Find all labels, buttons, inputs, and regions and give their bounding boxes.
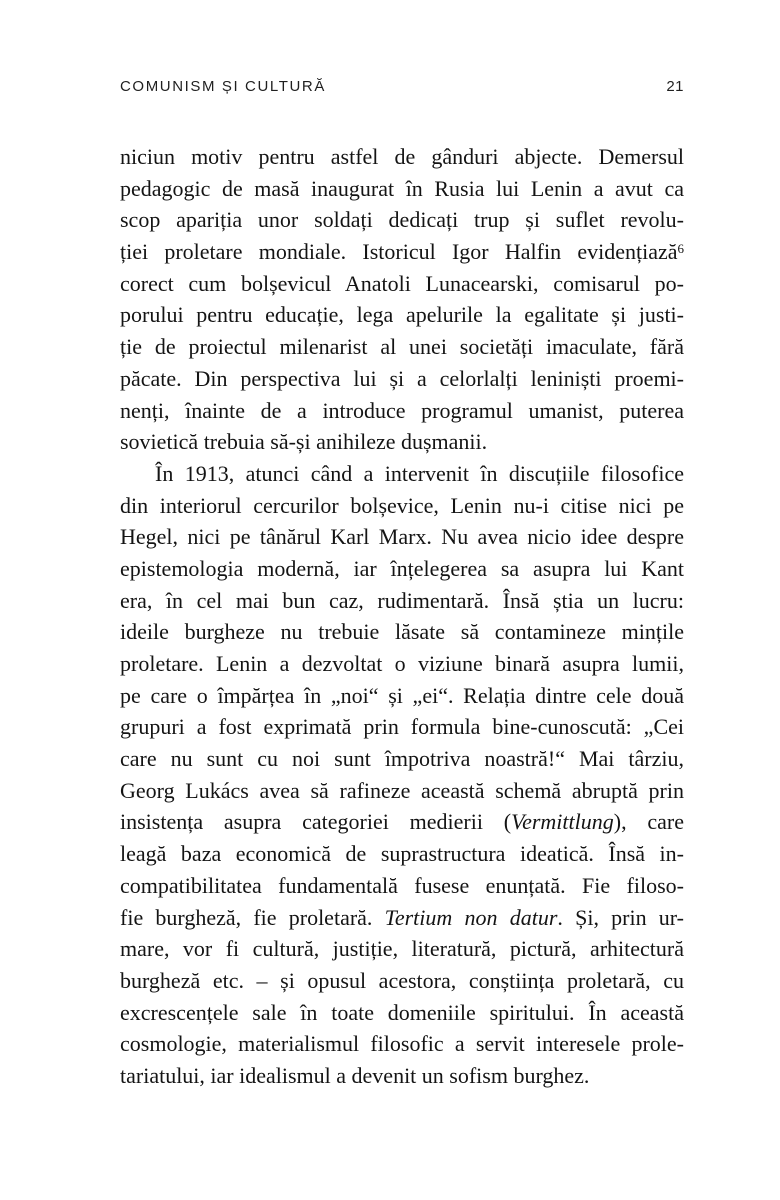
text-line: [120, 680, 684, 712]
text-segment: . Și, prin ur-: [557, 904, 685, 930]
text-line: [120, 775, 684, 807]
line-content: [120, 1000, 684, 1025]
page-number: 21: [666, 78, 684, 95]
text-line: [120, 711, 684, 743]
line-content: [120, 905, 684, 930]
text-segment: burgheză etc. – și opusul acestora, conștiința proletară, cu: [120, 967, 684, 993]
line-content: [120, 334, 684, 359]
line-content: [120, 398, 684, 423]
line-content: [120, 968, 684, 993]
line-content: [120, 207, 684, 232]
line-content: [120, 429, 487, 454]
text-line: [120, 616, 684, 648]
line-content: [120, 714, 684, 739]
text-line: [120, 1028, 684, 1060]
line-content: [120, 493, 684, 518]
text-line: [120, 173, 684, 205]
text-segment: care nu sunt cu noi sunt împotriva noastră!“ Mai târziu,: [120, 746, 684, 772]
text-segment: din interiorul cercurilor bolșevice, Lenin nu-i citise nici pe: [120, 492, 684, 518]
text-segment: niciun motiv pentru astfel de gânduri abjecte. Demersul: [120, 144, 684, 169]
line-content: [120, 239, 684, 264]
text-segment: mare, vor fi cultură, justiție, literatură, pictură, arhitectură: [120, 936, 684, 962]
line-content: [120, 1063, 589, 1088]
line-content: [120, 302, 684, 327]
text-segment: sovietică trebuia să-și anihileze dușmanii.: [120, 429, 488, 455]
text-line: [120, 933, 684, 965]
text-segment: insistența asupra categoriei medierii (: [120, 809, 512, 835]
footnote-reference: 6: [677, 241, 684, 257]
text-segment: compatibilitatea fundamentală fusese enunțată. Fie filoso-: [120, 872, 684, 898]
line-content: [120, 144, 684, 169]
text-line: [120, 299, 684, 331]
italic-phrase: Vermittlung: [511, 809, 614, 835]
running-header-title: COMUNISM ȘI CULTURĂ: [120, 78, 326, 95]
text-segment: excrescențele sale în toate domeniile spiritului. În această: [120, 999, 684, 1025]
text-segment: păcate. Din perspectiva lui și a celorlalți leniniști proemi-: [120, 365, 684, 391]
line-content: [120, 588, 684, 613]
text-segment: proletare. Lenin a dezvoltat o viziune binară asupra lumii,: [120, 651, 684, 676]
text-line: [120, 997, 684, 1029]
text-line: [120, 965, 684, 997]
text-line: [120, 331, 684, 363]
line-content: [120, 809, 684, 834]
text-line: [120, 806, 684, 838]
line-content: [120, 176, 684, 201]
text-line: [120, 490, 684, 522]
text-segment: corect cum bolșevicul Anatoli Lunacearski, comisarul po-: [120, 270, 684, 296]
text-line: [120, 838, 684, 870]
line-content: [155, 461, 684, 486]
text-line: [120, 743, 684, 775]
text-segment: pedagogic de masă inaugurat în Rusia lui Lenin a avut ca: [120, 175, 684, 201]
running-header: [120, 78, 684, 95]
line-content: [120, 524, 684, 549]
text-segment: epistemologia modernă, iar înțelegerea sa asupra lui Kant: [120, 555, 684, 581]
line-content: [120, 746, 684, 771]
text-segment: nenți, înainte de a introduce programul umanist, puterea: [120, 397, 684, 423]
line-content: [120, 841, 684, 866]
text-segment: ție de proiectul milenarist al unei societăți imaculate, fără: [120, 334, 684, 360]
text-segment: Hegel, nici pe tânărul Karl Marx. Nu avea nicio idee despre: [120, 524, 684, 550]
text-segment: era, în cel mai bun caz, rudimentară. Însă știa un lucru:: [120, 587, 684, 613]
text-line: [120, 268, 684, 300]
text-line: [120, 236, 684, 268]
line-content: [120, 556, 684, 581]
text-segment: grupuri a fost exprimată prin formula bine-cunoscută: „Cei: [120, 714, 684, 740]
text-segment: fie burgheză, fie proletară.: [120, 904, 385, 930]
text-line: [120, 553, 684, 585]
line-content: [120, 1031, 684, 1056]
text-line: [120, 1060, 684, 1092]
text-line: [120, 426, 684, 458]
text-segment: tariatului, iar idealismul a devenit un sofism burghez.: [120, 1062, 590, 1088]
line-content: [120, 683, 684, 708]
text-segment: ), care: [613, 809, 684, 835]
text-segment: scop apariția unor soldați dedicați trup și suflet revolu-: [120, 207, 684, 233]
text-line: [120, 870, 684, 902]
text-line: [120, 902, 684, 934]
text-segment: ideile burgheze nu trebuie lăsate să contamineze mințile: [120, 619, 684, 645]
text-line: [120, 585, 684, 617]
page-body-text: [120, 141, 684, 1092]
text-segment: leagă baza economică de suprastructura ideatică. Însă in-: [120, 841, 684, 867]
text-line: [120, 648, 684, 680]
text-segment: cosmologie, materialismul filosofic a servit interesele prole-: [120, 1031, 684, 1057]
text-line: [120, 141, 684, 173]
text-segment: Georg Lukács avea să rafineze această schemă abruptă prin: [120, 777, 684, 803]
line-content: [120, 651, 684, 676]
line-content: [120, 366, 684, 391]
text-line: [120, 204, 684, 236]
line-content: [120, 778, 684, 803]
text-segment: pe care o împărțea în „noi“ și „ei“. Relația dintre cele două: [120, 682, 684, 708]
italic-phrase: Tertium non datur: [384, 904, 558, 930]
text-line: [120, 363, 684, 395]
line-content: [120, 936, 684, 961]
text-segment: În 1913, atunci când a intervenit în discuțiile filosofice: [155, 460, 684, 486]
line-content: [120, 619, 684, 644]
line-content: [120, 873, 684, 898]
text-segment: porului pentru educație, lega apelurile la egalitate și justi-: [120, 302, 684, 328]
text-line: [120, 395, 684, 427]
text-line: [120, 521, 684, 553]
text-segment: ției proletare mondiale. Istoricul Igor Halfin evidențiază: [120, 239, 678, 265]
text-line: [120, 458, 684, 490]
line-content: [120, 271, 684, 296]
